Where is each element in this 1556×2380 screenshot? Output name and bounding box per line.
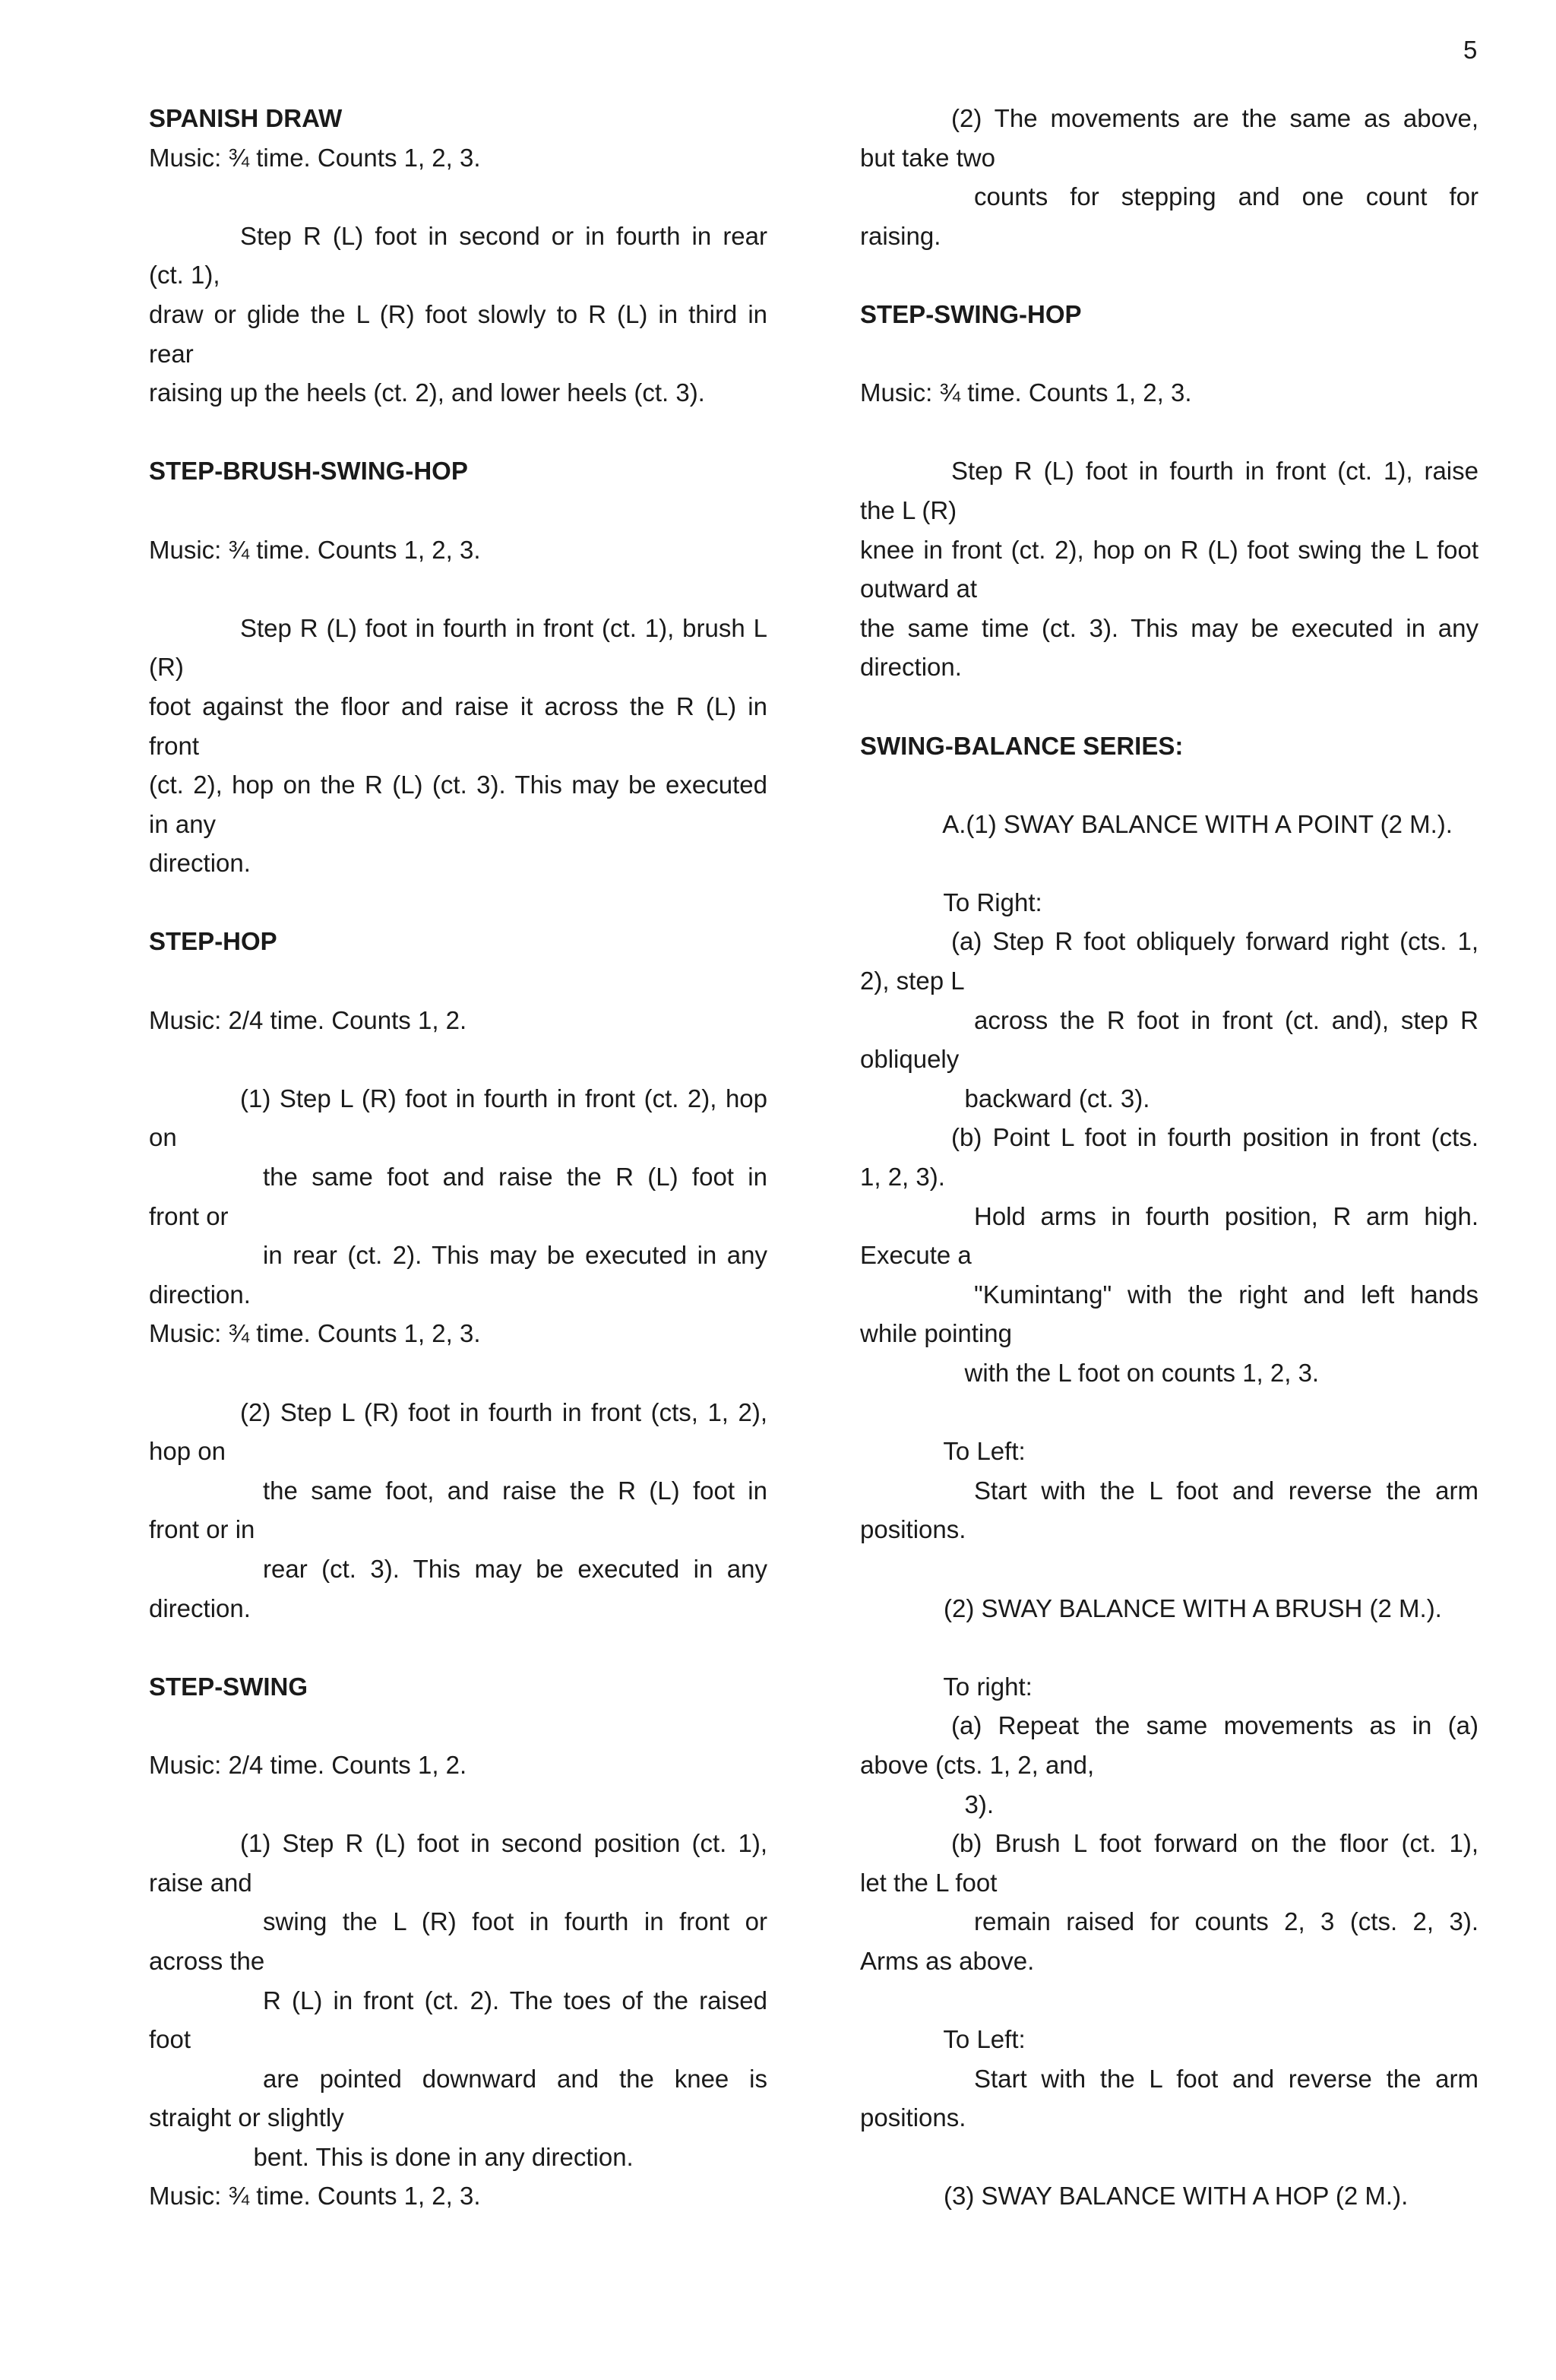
blank-line (860, 334, 1479, 374)
text-line: direction. (149, 1280, 251, 1309)
text-line: draw or glide the L (R) foot slowly to R (L) in third in (149, 299, 767, 328)
blank-line (149, 413, 767, 452)
text-line: the same time (ct. 3). This may be executed in any (860, 613, 1479, 642)
text-line: Music: 2/4 time. Counts 1, 2. (149, 1750, 467, 1779)
blank-line (860, 413, 1479, 452)
text-line: "Kumintang" with the right and left hands (974, 1280, 1479, 1309)
text-line: swing the L (R) foot in fourth in front or (263, 1907, 767, 1936)
text-line: (1) Step L (R) foot in fourth in front (ct. 2), hop (240, 1084, 767, 1112)
text-line: (3) SWAY BALANCE WITH A HOP (2 M.). (860, 2182, 1409, 2211)
text-line: foot (149, 2025, 191, 2054)
text-line: Music: ¾ time. Counts 1, 2, 3. (149, 2182, 481, 2211)
text-line: front or in (149, 1515, 255, 1544)
text-line: with the L foot on counts 1, 2, 3. (860, 1359, 1320, 1387)
text-line: Step R (L) foot in fourth in front (ct. 1), brush L (240, 613, 767, 642)
blank-line (860, 255, 1479, 295)
text-line: (2) SWAY BALANCE WITH A BRUSH (2 M.). (860, 1594, 1442, 1622)
blank-line (860, 1628, 1479, 1667)
text-line: (b) Brush L foot forward on the floor (ct. 1), (951, 1829, 1479, 1858)
blank-line (149, 491, 767, 530)
text-line: in rear (ct. 2). This may be executed in any (263, 1241, 767, 1270)
text-line: rear (ct. 3). This may be executed in any (263, 1554, 767, 1583)
text-line: (a) Step R foot obliquely forward right (cts. 1, (951, 927, 1479, 956)
text-line: (R) (149, 653, 184, 682)
blank-line (860, 765, 1479, 805)
text-line: Start with the L foot and reverse the arm (974, 2064, 1479, 2093)
text-line: direction. (860, 653, 962, 682)
text-line: (2) Step L (R) foot in fourth in front (cts, 1, 2), (240, 1397, 767, 1426)
text-line: backward (ct. 3). (860, 1084, 1150, 1112)
text-line: counts for stepping and one count for (974, 182, 1479, 211)
section-heading: STEP-SWING-HOP (860, 299, 1082, 328)
text-line: (ct. 1), (149, 261, 220, 290)
text-line: To Right: (860, 888, 1042, 916)
section-heading: STEP-BRUSH-SWING-HOP (149, 457, 468, 486)
text-line: hop on (149, 1437, 226, 1466)
text-line: obliquely (860, 1045, 960, 1074)
text-line: direction. (149, 849, 251, 878)
text-line: the same foot and raise the R (L) foot in (263, 1163, 767, 1192)
text-line: foot against the floor and raise it across the R (L) in (149, 692, 767, 720)
text-line: 3). (860, 1790, 995, 1818)
text-line: raising up the heels (ct. 2), and lower heels (ct. 3). (149, 378, 705, 407)
text-line: (a) Repeat the same movements as in (a) (951, 1711, 1479, 1740)
right-column (860, 99, 1479, 2216)
text-line: R (L) in front (ct. 2). The toes of the raised (263, 1986, 767, 2014)
blank-line (860, 687, 1479, 726)
text-line: Step R (L) foot in second or in fourth in rear (240, 221, 767, 250)
blank-line (149, 1628, 767, 1667)
text-line: To right: (860, 1672, 1033, 1701)
text-line: (b) Point L foot in fourth position in front (cts. (951, 1123, 1479, 1152)
text-line: Music: ¾ time. Counts 1, 2, 3. (149, 535, 481, 564)
text-line: remain raised for counts 2, 3 (cts. 2, 3). (974, 1907, 1479, 1936)
blank-line (860, 1549, 1479, 1589)
text-line: 1, 2, 3). (860, 1163, 945, 1192)
text-line: Music: ¾ time. Counts 1, 2, 3. (149, 1319, 481, 1348)
text-line: the L (R) (860, 495, 957, 524)
text-line: are pointed downward and the knee is (263, 2064, 767, 2093)
section-heading: STEP-HOP (149, 927, 277, 956)
text-line: Arms as above. (860, 1946, 1035, 1975)
text-line: Step R (L) foot in fourth in front (ct. 1), raise (951, 457, 1479, 486)
text-line: while pointing (860, 1319, 1012, 1348)
text-line: outward at (860, 574, 978, 603)
text-line: across the (149, 1946, 265, 1975)
blank-line (860, 1981, 1479, 2021)
blank-line (149, 961, 767, 1001)
text-line: straight or slightly (149, 2103, 344, 2132)
text-line: positions. (860, 2103, 966, 2132)
blank-line (149, 1706, 767, 1745)
blank-line (149, 883, 767, 923)
text-line: above (cts. 1, 2, and, (860, 1750, 1095, 1779)
blank-line (149, 1353, 767, 1393)
text-line: bent. This is done in any direction. (149, 2142, 634, 2171)
blank-line (860, 1393, 1479, 1432)
text-line: rear (149, 339, 194, 368)
text-line: To Left: (860, 1437, 1026, 1466)
text-line: on (149, 1123, 177, 1152)
section-heading: SPANISH DRAW (149, 104, 343, 132)
text-line: 2), step L (860, 967, 965, 995)
text-line: (1) Step R (L) foot in second position (ct. 1), (240, 1829, 767, 1858)
blank-line (149, 569, 767, 609)
text-line: but take two (860, 143, 995, 172)
text-line: front or (149, 1201, 229, 1230)
page-number: 5 (1463, 36, 1478, 64)
text-line: let the L foot (860, 1868, 998, 1897)
left-column (149, 99, 767, 2216)
text-line: Hold arms in fourth position, R arm high. (974, 1201, 1479, 1230)
text-line: (2) The movements are the same as above, (951, 104, 1479, 132)
text-line: (ct. 2), hop on the R (L) (ct. 3). This may be executed (149, 771, 767, 799)
text-line: in any (149, 809, 217, 838)
section-heading: SWING-BALANCE SERIES: (860, 731, 1184, 760)
text-line: the same foot, and raise the R (L) foot in (263, 1476, 767, 1505)
text-line: raising. (860, 221, 941, 250)
text-line: Music: ¾ time. Counts 1, 2, 3. (860, 378, 1192, 407)
text-line: Music: 2/4 time. Counts 1, 2. (149, 1005, 467, 1034)
section-heading: STEP-SWING (149, 1672, 308, 1701)
text-line: A.(1) SWAY BALANCE WITH A POINT (2 M.). (860, 809, 1453, 838)
blank-line (149, 1040, 767, 1079)
blank-line (860, 2138, 1479, 2177)
text-line: To Left: (860, 2025, 1026, 2054)
text-line: knee in front (ct. 2), hop on R (L) foot swing the L foot (860, 535, 1479, 564)
text-line: front (149, 731, 200, 760)
text-line: positions. (860, 1515, 966, 1544)
blank-line (860, 843, 1479, 883)
text-line: Music: ¾ time. Counts 1, 2, 3. (149, 143, 481, 172)
text-line: raise and (149, 1868, 252, 1897)
text-line: direction. (149, 1594, 251, 1622)
text-line: Start with the L foot and reverse the arm (974, 1476, 1479, 1505)
blank-line (149, 1785, 767, 1825)
blank-line (149, 177, 767, 217)
text-line: Execute a (860, 1241, 972, 1270)
text-line: across the R foot in front (ct. and), step R (974, 1005, 1479, 1034)
